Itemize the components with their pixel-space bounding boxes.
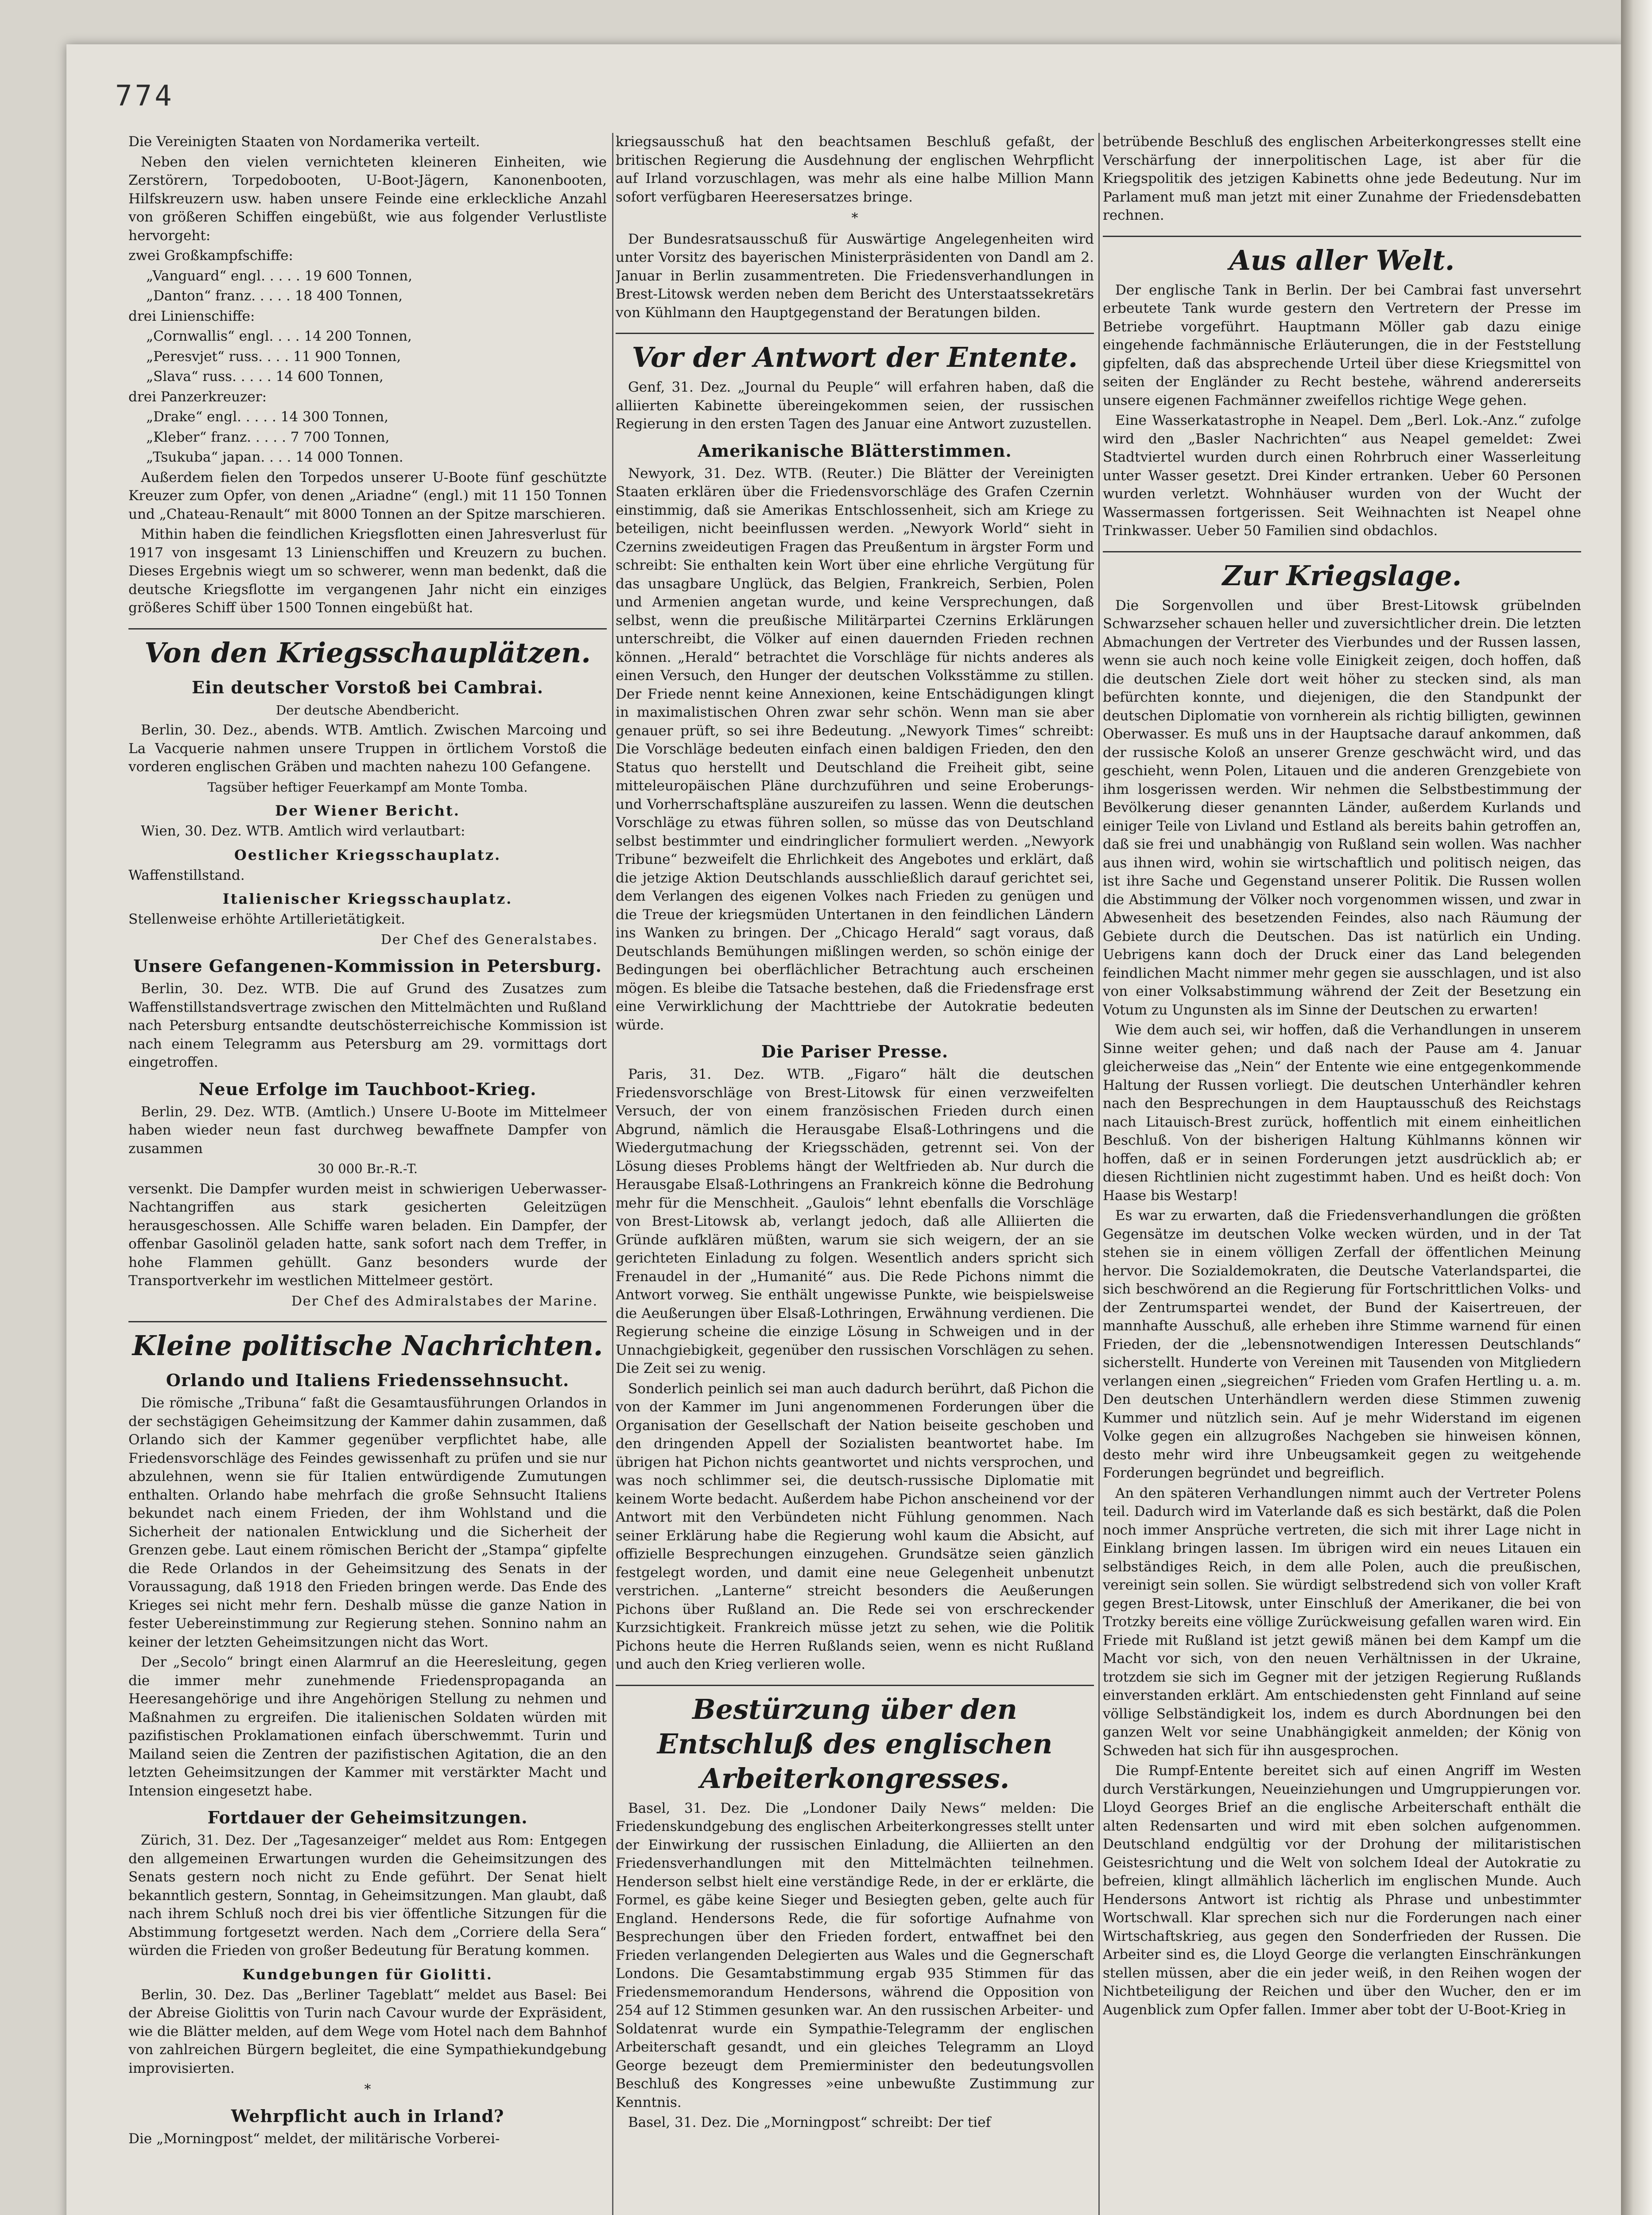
article-paragraph: Wien, 30. Dez. WTB. Amtlich wird verlautbart: bbox=[141, 823, 465, 839]
report-note: Tagsüber heftiger Feuerkampf am Monte Tomba. bbox=[207, 779, 528, 795]
article-paragraph: Basel, 31. Dez. Die „Londoner Daily News“ melden: Die Friedenskundgebung des englischen Arbeiterkongresses stellt unter der Einwirkung der russischen Einladung, die Alliierten an den Friedensverhandlungen mit den Mittelmächten teilnehmen. Henderson selbst hielt eine verständige Rede, in der er erklärte, die Formel, es gäbe keine Sieger und Besiegten geben, gelte auch für England. Hendersons Rede, die für sofortige Aufnahme von Besprechungen über den Frieden fordert, entwaffnet bei den Frieden verlangenden Delegierten aus Wales und die Gegnerschaft Londons. Die Gesamtabstimmung ergab 935 Stimmen für das Friedensmemorandum Hendersons, während die Opposition von 254 auf 12 Stimmen gesunken war. An den russischen Arbeiter- und Soldatenrat wurde ein Sympathie-Telegramm der englischen Arbeiterschaft gesandt, und ein gleiches Telegramm an Lloyd George bezeugt dem Premierminister den bedeutungsvollen Beschluß des Kongresses »eine unbewußte Zustimmung zur Kenntnis. bbox=[616, 1800, 1094, 2110]
article-paragraph: Der „Secolo“ bringt einen Alarmruf an die Heeresleitung, gegen die immer mehr zunehmende Friedenspropaganda an Heeresangehörige und ihre Angehörigen Stellung zu nehmen und Maßnahmen zu ergreifen. Die italienischen Soldaten würden mit pazifistischen Proklamationen einfach überschwemmt. Turin und Mailand seien die Zentren der pazifistischen Agitation, die an den letzten Geheimsitzungen der Kammer mit verstärkter Macht und Intension eingesetzt habe. bbox=[128, 1654, 607, 1799]
sub-heading: Italienischer Kriegsschauplatz. bbox=[222, 890, 513, 907]
intro-line: Die Vereinigten Staaten von Nordamerika verteilt. bbox=[128, 134, 480, 150]
article-paragraph: Waffenstillstand. bbox=[128, 867, 245, 883]
ship-list-item: drei Linienschiffe: bbox=[128, 308, 255, 324]
section-heading-labour: Bestürzung über den Entschluß des englischen Arbeiterkongresses. bbox=[616, 1685, 1094, 1796]
article-paragraph: Paris, 31. Dez. WTB. „Figaro“ hält die deutschen Friedensvorschläge von Brest-Litowsk für einen verzweifelten Versuch, der von einem französischen Frieden durch einen Abgrund, nämlich die Herausgabe Elsaß-Lothringens und die Wiedergutmachung der Kriegsschäden, getrennt sei. Von der Lösung dieses Problems hängt der Weltfrieden ab. Nur durch die Herausgabe Elsaß-Lothringens an Frankreich könne die Bedrohung mehr für die Menschheit. „Gaulois“ lehnt ebenfalls die Vorschläge von Brest-Litowsk ab, verlangt jedoch, daß alle Alliierten die Gründe aufklären müßten, warum sie sich weigern, der an sie gerichteten Einladung zu folgen. Wesentlich anders spricht sich Frenaudel in der „Humanité“ aus. Die Rede Pichons nimmt die Antwort vorweg. Sie enthält ungewisse Punkte, wie beispielsweise die Aeußerungen über Elsaß-Lothringen, Erwähnung verdienen. Die Regierung scheine die einzige Lösung in Schweigen und in der Unnachgiebigkeit, gegenüber den russischen Vorschlägen zu sehen. Die Zeit sei zu wenig. bbox=[616, 1066, 1094, 1376]
article-paragraph: Mithin haben die feindlichen Kriegsflotten einen Jahresverlust für 1917 von insgesamt 13 Linienschiffen und Kreuzern zu buchen. Dieses Ergebnis wiegt um so schwerer, wenn man bedenkt, daß die deutsche Kriegsflotte im vergangenen Jahr nicht ein einziges größeres Schiff über 1500 Tonnen eingebüßt hat. bbox=[128, 526, 607, 616]
newspaper-page bbox=[66, 44, 1625, 2215]
article-headline: Die Pariser Presse. bbox=[761, 1041, 949, 1061]
separator-star: * bbox=[851, 210, 858, 226]
ship-list-item: „Tsukuba“ japan. . . . 14 000 Tonnen. bbox=[146, 449, 403, 465]
ship-list-item: zwei Großkampfschiffe: bbox=[128, 248, 293, 264]
article-headline: Neue Erfolge im Tauchboot-Krieg. bbox=[198, 1079, 537, 1099]
page-number: 774 bbox=[115, 80, 175, 113]
intro-paragraph: Neben den vielen vernichteten kleineren Einheiten, wie Zerstörern, Torpedobooten, U-Boot-Jägern, Kanonenbooten, Hilfskreuzern usw. haben unsere Feinde eine erkleckliche Anzahl von größeren Schiffen eingebüßt, wie aus folgender Verlustliste hervorgeht: bbox=[128, 154, 607, 244]
section-heading-entente: Vor der Antwort der Entente. bbox=[616, 333, 1094, 375]
article-headline: Unsere Gefangenen-Kommission in Petersburg. bbox=[133, 956, 602, 976]
article-paragraph: Basel, 31. Dez. Die „Morningpost“ schreibt: Der tief bbox=[628, 2114, 991, 2130]
ship-list-item: „Cornwallis“ engl. . . . 14 200 Tonnen, bbox=[146, 328, 412, 344]
ship-list-item: „Danton“ franz. . . . . 18 400 Tonnen, bbox=[146, 288, 403, 304]
article-paragraph: betrübende Beschluß des englischen Arbeiterkongresses stellt eine Verschärfung der innerpolitischen Lage, ist aber für die Kriegspolitik des jetzigen Kabinetts ohne jede Bedeutung. Nur im Parlament muß man jetzt mit einer Zunahme der Friedensdebatten rechnen. bbox=[1103, 134, 1581, 223]
article-paragraph: Wie dem auch sei, wir hoffen, daß die Verhandlungen in unserem Sinne weiter gehen; und daß nach der Pause am 4. Januar gleicherweise das „Nein“ der Entente wie eine entgegenkommende Haltung der Russen vorliegt. Die deutschen Unterhändler kehren nach den Besprechungen in dem Hauptausschuß des Reichstags nach Litauisch-Brest zurück, hoffentlich mit einem einheitlichen Beschluß. Von der bisherigen Haltung Kühlmanns können wir hoffen, daß er in seinen Forderungen jetzt ausdrücklich ab; er diesen Richtlinien nicht zugestimmt haben. Und es heißt doch: Von Haase bis Westarp! bbox=[1103, 1022, 1581, 1204]
section-heading-politics: Kleine politische Nachrichten. bbox=[128, 1321, 607, 1363]
ship-list-item: drei Panzerkreuzer: bbox=[128, 389, 267, 405]
signature: Der Chef des Generalstabes. bbox=[380, 932, 598, 948]
article-paragraph: An den späteren Verhandlungen nimmt auch der Vertreter Polens teil. Dadurch wird im Vaterlande daß es sich bestärkt, daß die Polen noch immer Ansprüche vertreten, die sich mit ihrer Lage nicht in Einklang bringen lassen. Im übrigen wird ein neues Litauen ein selbständiges Reich, in dem alle Polen, auch die preußischen, vereinigt sein sollen. Sie würdigt selbstredend sich von voller Kraft gegen Brest-Litowsk, unter Einschluß der Amerikaner, die bei von Trotzky bereits eine völlige Zurückweisung gefallen waren wird. Ein Friede mit Rußland ist jetzt gewiß mänen bei dem Kampf um die Macht vor sich, von den neuen Verhältnissen in der Ukraine, trotzdem sie sich im Gegner mit der jetzigen Regierung Rußlands einverstanden erklärt. Am entschiedensten geht Finnland auf seine völlige Selbständigkeit los, indem es durch Abordnungen bei den ganzen Welt vor seine Unabhängigkeit anmelden; der König von Schweden hat sich für ihn ausgesprochen. bbox=[1103, 1485, 1581, 1759]
article-paragraph: Stellenweise erhöhte Artillerietätigkeit. bbox=[128, 911, 405, 927]
ship-list-item: „Slava“ russ. . . . . 14 600 Tonnen, bbox=[146, 369, 384, 385]
article-headline: Kundgebungen für Giolitti. bbox=[242, 1966, 493, 1983]
ship-list-item: „Peresvjet“ russ. . . . 11 900 Tonnen, bbox=[146, 348, 401, 365]
ship-loss-list bbox=[128, 247, 607, 467]
column-rule-1 bbox=[612, 133, 613, 2215]
article-paragraph: Außerdem fielen den Torpedos unserer U-Boote fünf geschützte Kreuzer zum Opfer, von denen „Ariadne“ (engl.) mit 11 150 Tonnen und „Chateau-Renault“ mit 8000 Tonnen an der Spitze marschieren. bbox=[128, 469, 607, 522]
article-headline: Orlando und Italiens Friedenssehnsucht. bbox=[166, 1370, 570, 1390]
article-paragraph: Berlin, 30. Dez. Das „Berliner Tageblatt“ meldet aus Basel: Bei der Abreise Giolittis von Turin nach Cavour wurde der Expräsident, wie die Blätter melden, auf dem Wege vom Hotel nach dem Bahnhof von zahlreichen Bürgern begleitet, die eine Sympathiekundgebung improvisierten. bbox=[128, 1986, 607, 2076]
column-1 bbox=[128, 133, 607, 2215]
article-paragraph: Die Rumpf-Entente bereitet sich auf einen Angriff im Westen durch Verstärkungen, Neueinziehungen und Umgruppierungen vor. Lloyd Georges Brief an die englische Arbeiterschaft enthält die alten Redensarten und wird mit eben solchen aufgenommen. Deutschland endgültig vor der Drohung der militaristischen Geistesrichtung und die Welt von solchem Ideal der Autokratie zu befreien, klingt allmählich lächerlich im englischen Munde. Auch Hendersons Antwort ist richtig als Phrase und unbestimmter Wortschwall. Klar sprechen sich nur die Forderungen nach einer Wirtschaftskrieg, aus gegen den Sonderfrieden der Russen. Die Arbeiter sind es, die Lloyd George die verlangten Einschränkungen stellen müssen, aber die ein jeder weiß, in den Reihen wogen der Nichtbeteiligung der Reichen und über den Wucher, den er im Augenblick zum Opfer fallen. Immer aber tobt der U-Boot-Krieg in bbox=[1103, 1763, 1581, 2018]
article-headline: Der Wiener Bericht. bbox=[275, 802, 460, 819]
sub-heading: Oestlicher Kriegsschauplatz. bbox=[234, 846, 501, 863]
article-headline: Fortdauer der Geheimsitzungen. bbox=[207, 1807, 528, 1827]
article-paragraph: Die römische „Tribuna“ faßt die Gesamtausführungen Orlandos in der sechstägigen Geheimsitzung der Kammer dahin zusammen, daß Orlando sich der Kammer gegenüber verpflichtet habe, alle Friedensvorschläge des Feindes gewissenhaft zu prüfen und sie nur abzulehnen, wenn sie für Italien entwürdigende Zumutungen enthalten. Orlando habe mehrfach die große Sehnsucht Italiens bekundet nach einem Frieden, der ihm Wohlstand und die Sicherheit der nationalen Entwicklung und die Sicherheit der Grenzen gebe. Laut einem römischen Bericht der „Stampa“ gipfelte die Rede Orlandos in der Geheimsitzung des Senats in der Voraussagung, daß 1918 den Frieden bringen werde. Das Ende des Krieges sei nicht mehr fern. Deshalb müsse die ganze Nation in fester Uebereinstimmung zur Regierung stehen. Sonnino nahm an keiner der letzten Geheimsitzungen nicht das Wort. bbox=[128, 1395, 607, 1650]
section-heading-war-situation: Zur Kriegslage. bbox=[1103, 551, 1581, 593]
article-paragraph: Genf, 31. Dez. „Journal du Peuple“ will erfahren haben, daß die alliierten Kabinette übereingekommen seien, der russischen Regierung in den ersten Tagen des Januar eine Antwort zuzustellen. bbox=[616, 379, 1094, 432]
article-paragraph: Eine Wasserkatastrophe in Neapel. Dem „Berl. Lok.-Anz.“ zufolge wird den „Basler Nachrichten“ aus Neapel gemeldet: Zwei Stadtviertel wurden durch einen Rohrbruch einer Wasserleitung unter Wasser gesetzt. Drei Kinder ertranken. Ueber 60 Personen wurden verletzt. Wohnhäuser wurden von der Wucht der Wassermassen fortgerissen. Seit Weihnachten ist Neapel ohne Trinkwasser. Ueber 50 Familien sind obdachlos. bbox=[1103, 412, 1581, 539]
signature: Der Chef des Admiralstabes der Marine. bbox=[291, 1293, 598, 1309]
section-heading-war: Von den Kriegsschauplätzen. bbox=[128, 628, 607, 670]
ship-list-item: „Kleber“ franz. . . . . 7 700 Tonnen, bbox=[146, 429, 390, 445]
article-paragraph: Sonderlich peinlich sei man auch dadurch berührt, daß Pichon die von der Kammer im Juni angenommenen Forderungen über die Organisation der Gesellschaft der Nation beiseite geschoben und den dringenden Appell der Sozialisten beantwortet habe. Im übrigen hat Pichon nichts geantwortet und nichts versprochen, und was noch schlimmer sei, die deutsch-russische Diplomatie mit keinem Worte bedacht. Außerdem habe Pichon anscheinend vor der Antwort mit den Verbündeten nicht Fühlung genommen. Nach seiner Erklärung habe die Regierung wohl kaum die Absicht, auf offizielle Besprechungen einzugehen. Grundsätze seien gänzlich festgelegt worden, und damit eine neue Gelegenheit unbenutzt verstrichen. „Lanterne“ streicht besonders die Aeußerungen Pichons über Rußland an. Die Rede sei von erschreckender Kurzsichtigkeit. Frankreich müsse jetzt zu sehen, wie die Politik Pichons heute die Herren Rußlands seien, wenn es nicht Rußland und auch den Krieg verlieren wolle. bbox=[616, 1380, 1094, 1672]
article-paragraph: Die „Morningpost“ meldet, der militärische Vorberei- bbox=[128, 2130, 500, 2147]
ship-list-item: „Vanguard“ engl. . . . . 19 600 Tonnen, bbox=[146, 268, 412, 284]
article-headline: Amerikanische Blätterstimmen. bbox=[698, 440, 1012, 461]
article-paragraph: Zürich, 31. Dez. Der „Tagesanzeiger“ meldet aus Rom: Entgegen den allgemeinen Erwartungen wurden die Geheimsitzungen des Senats gestern noch nicht zu Ende geführt. Der Senat hielt bekanntlich gestern, Sonntag, in Geheimsitzungen. Man glaubt, daß nach ihrem Schluß noch drei bis vier öffentliche Sitzungen für die Abstimmung fortgesetzt werden. Nach dem „Corriere della Sera“ würden die Frieden von großer Bedeutung für Beratung kommen. bbox=[128, 1832, 607, 1959]
column-3 bbox=[1103, 133, 1581, 2215]
tonnage-line: 30 000 Br.-R.-T. bbox=[318, 1161, 418, 1176]
article-paragraph: kriegsausschuß hat den beachtsamen Beschluß gefaßt, der britischen Regierung die Ausdehnung der englischen Wehrpflicht auf Irland vorzuschlagen, was mehr als eine halbe Million Mann sofort verfügbaren Heeresersatzes bringe. bbox=[616, 134, 1094, 205]
article-paragraph: Berlin, 30. Dez., abends. WTB. Amtlich. Zwischen Marcoing und La Vacquerie nahmen unsere Truppen in örtlichem Vorstoß die vorderen englischen Gräben und machten nahezu 100 Gefangene. bbox=[128, 722, 607, 775]
article-paragraph: Es war zu erwarten, daß die Friedensverhandlungen die größten Gegensätze im deutschen Volke wecken würden, und in der Tat stehen sie in einem völligen Zerfall der öffentlichen Meinung hervor. Die Sozialdemokraten, die Deutsche Vaterlandspartei, die sich beschwörend an die Regierung für Fortschrittlichen Volks- und der Zentrumspartei wendet, der Bund der Kaisertreuen, der mannhafte Ausschuß, alle erheben ihre Stimme warnend für einen Frieden, der die „lebensnotwendigen Interessen Deutschlands“ sicherstellt. Hunderte von Vereinen mit Tausenden von Mitgliedern verlangen einen „siegreichen“ Frieden vom Grafen Hertling u. a. m. Den deutschen Unterhändlern werden diese Stimmen zuwenig Kummer und nützlich sein. Auf je mehr Widerstand im eigenen Volke gegen ein allzugroßes Nachgeben sie hinweisen können, desto mehr wird ihre Unbeugsamkeit gegen zu weitgehende Forderungen begründet und begreiflich. bbox=[1103, 1208, 1581, 1481]
binding-edge bbox=[1621, 0, 1652, 2215]
report-label: Der deutsche Abendbericht. bbox=[275, 702, 460, 718]
article-headline: Ein deutscher Vorstoß bei Cambrai. bbox=[192, 677, 543, 697]
section-heading-world: Aus aller Welt. bbox=[1103, 236, 1581, 278]
column-rule-2 bbox=[1098, 133, 1100, 2215]
article-paragraph: Der englische Tank in Berlin. Der bei Cambrai fast unversehrt erbeutete Tank wurde gestern den Vertretern der Presse im Betriebe vorgeführt. Hauptmann Möller gab dazu einige eingehende fachmännische Erläuterungen, die in der Feststellung gipfelten, daß das absprechende Urteil über diese Kriegsmittel von seiten der Engländer zu Recht bestehe, während andererseits unsere eigenen Fachmänner zweifellos richtige Wege gehen. bbox=[1103, 282, 1581, 408]
article-paragraph: Die Sorgenvollen und über Brest-Litowsk grübelnden Schwarzseher schauen heller und zuversichtlicher drein. Die letzten Abmachungen der Vertreter des Vierbundes und der Russen lassen, wenn sie auch noch keine volle Einigkeit zeigen, doch hoffen, daß die deutschen Ziele dort weit höher zu stecken sind, als man befürchten konnte, und diejenigen, die den Standpunkt der deutschen Diplomatie von vornherein als richtig billigten, gewinnen Oberwasser. Es muß uns in der Hauptsache darauf ankommen, daß der russische Koloß an unserer Grenze geschwächt wird, und das geschieht, wenn Polen, Litauen und die anderen Grenzgebiete von ihm losgerissen werden. Wir nehmen die Selbstbestimmung der Bevölkerung dieser genannten Länder, außerdem Kurlands und einiger Teile von Livland und Estland als bereits bahin getroffen an, daß sie frei und unabhängig von Rußland sein wollen. Was nachher aus ihnen wird, wohin sie wirtschaftlich und politisch neigen, das ist ihre Sache und Gegenstand unserer Politik. Die Russen wollen die Abstimmung der Völker noch vorgenommen wissen, und zwar in Abwesenheit des besetzenden Feindes, also nach Räumung der Gebiete durch die Deutschen. Das ist natürlich ein Unding. Uebrigens kann doch der Druck einer das Land belegenden feindlichen Macht nimmer mehr gegen sie ausschlagen, und ist also von einer Volksabstimmung während der Zeit der Besetzung ein Votum zu Ungunsten als im Sinne der Deutschen zu erwarten! bbox=[1103, 597, 1581, 1018]
article-paragraph: Berlin, 30. Dez. WTB. Die auf Grund des Zusatzes zum Waffenstillstandsvertrage zwischen den Mittelmächten und Rußland nach Petersburg entsandte deutschösterreichische Kommission ist nach einem Telegramm aus Petersburg am 29. vormittags dort eingetroffen. bbox=[128, 981, 607, 1070]
article-paragraph: versenkt. Die Dampfer wurden meist in schwierigen Ueberwasser-Nachtangriffen aus stark gesicherten Geleitzügen herausgeschossen. Alle Schiffe waren beladen. Ein Dampfer, der offenbar Gasolinöl geladen hatte, sank sofort nach dem Treffer, in hohe Flammen gehüllt. Ganz besonders wurde der Transportverkehr im westlichen Mittelmeer gestört. bbox=[128, 1181, 607, 1289]
article-headline: Wehrpflicht auch in Irland? bbox=[231, 2106, 504, 2126]
article-paragraph: Berlin, 29. Dez. WTB. (Amtlich.) Unsere U-Boote im Mittelmeer haben wieder neun fast durchweg bewaffnete Dampfer von zusammen bbox=[128, 1104, 607, 1157]
column-2 bbox=[616, 133, 1094, 2215]
article-paragraph: Newyork, 31. Dez. WTB. (Reuter.) Die Blätter der Vereinigten Staaten erklären über die Friedensvorschläge des Grafen Czernin einstimmig, daß sie Amerikas Entschlossenheit, sich am Kriege zu beteiligen, nicht beeinflussen werden. „Newyork World“ sieht in Czernins zweideutigen Fragen das Preußentum in ärgster Form und schreibt: Sie enthalten kein Wort über eine ehrliche Vergütung für das unsagbare Unglück, das Belgien, Frankreich, Serbien, Polen und Armenien angetan wurde, und keine Versprechungen, daß selbst, wenn die preußische Militärpartei Czernins Erklärungen unterschreibt, die Völker auf einen dauernden Frieden rechnen können. „Herald“ betrachtet die Vorschläge für nichts anderes als einen Versuch, den Hunger der deutschen Volksstämme zu stillen. Der Friede nennt keine Annexionen, keine Entschädigungen klingt in maximalistischen Ohren zwar sehr schön. Wenn man sie aber genauer prüft, so sei ihre Bedeutung. „Newyork Times“ schreibt: Die Vorschläge bedeuten einfach einen baldigen Frieden, den den Status quo herstellt und Deutschland die Freiheit gibt, seine mitteleuropäischen Pläne durchzuführen und seine Eroberungs- und Vorherrschaftspläne auszureifen zu lassen. Wenn die deutschen Vorschläge zu etwas führen sollen, so müsse das von Deutschland selbst bestimmter und eindringlicher formuliert werden. „Newyork Tribune“ bezweifelt die Ehrlichkeit des Angebotes und erklärt, daß die jetzige Aktion Deutschlands ausschließlich darauf gerichtet sei, dem Verlangen des eigenen Volkes nach Frieden zu genügen und die Treue der kriegsmüden Untertanen in den feindlichen Ländern ins Wanken zu bringen. Der „Chicago Herald“ sagt voraus, daß Deutschlands Bemühungen mißlingen werden, so schön einige der Bedingungen bei oberflächlicher Betrachtung auch erscheinen mögen. Es bleibe die Tatsache bestehen, daß die Friedensfrage erst eine Verwirklichung der Machttriebe der Autokratie bedeuten würde. bbox=[616, 465, 1094, 1033]
article-paragraph: Der Bundesratsausschuß für Auswärtige Angelegenheiten wird unter Vorsitz des bayerischen Ministerpräsidenten von Dandl am 2. Januar in Berlin zusammentreten. Die Friedensverhandlungen in Brest-Litowsk werden neben dem Bericht des Unterstaatssekretärs von Kühlmann den Hauptgegenstand der Beratungen bilden. bbox=[616, 231, 1094, 321]
separator-star: * bbox=[364, 2082, 371, 2097]
ship-list-item: „Drake“ engl. . . . . 14 300 Tonnen, bbox=[146, 409, 389, 425]
